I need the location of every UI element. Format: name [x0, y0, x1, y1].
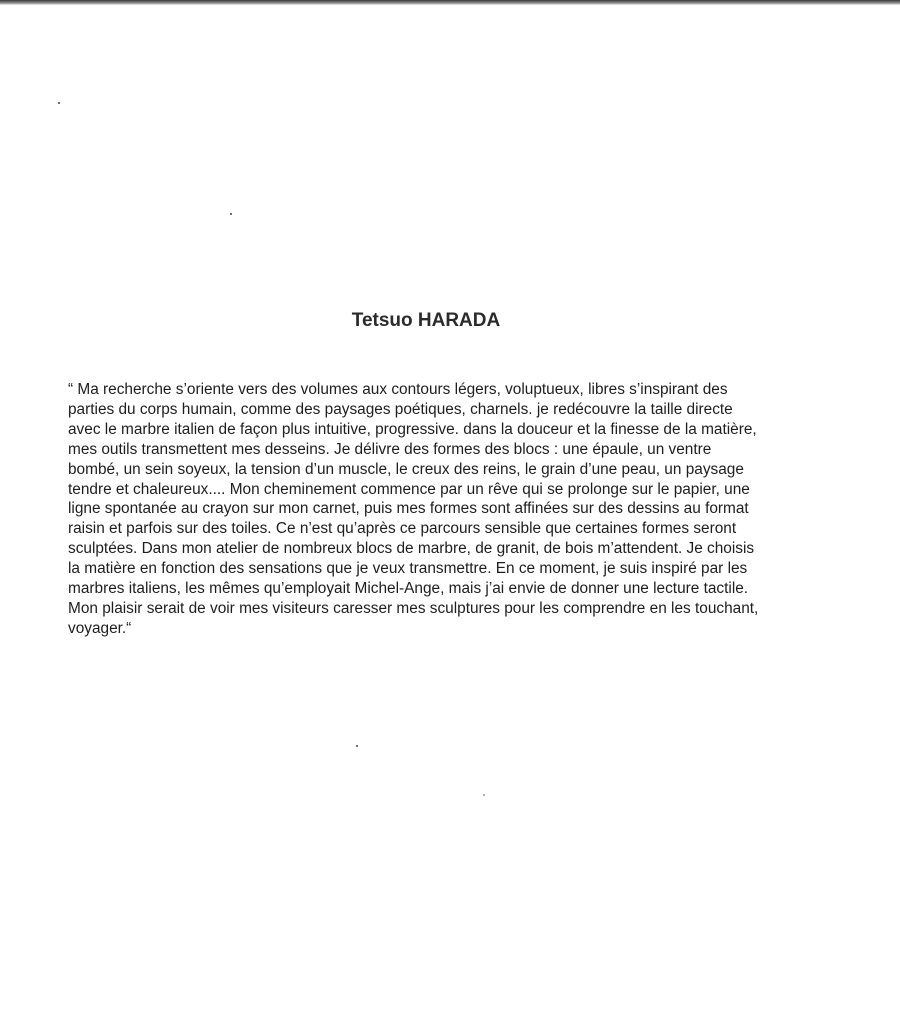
- scan-speck: [230, 213, 232, 215]
- scan-speck: [356, 745, 358, 747]
- quote-line: voyager.“: [68, 619, 132, 637]
- quote-line: Mon plaisir serait de voir mes visiteurs caresser mes sculptures pour les comprendre en les touchant,: [68, 599, 759, 617]
- quote-line: avec le marbre italien de façon plus intuitive, progressive. dans la douceur et la finesse de la matière,: [68, 420, 757, 438]
- quote-line: ligne spontanée au crayon sur mon carnet, puis mes formes sont affinées sur des dessins au format: [68, 500, 749, 518]
- scan-top-edge: [0, 0, 900, 5]
- quote-line: bombé, un sein soyeux, la tension d’un muscle, le creux des reins, le grain d’une peau, un paysage: [68, 460, 744, 478]
- quote-line: sculptées. Dans mon atelier de nombreux blocs de marbre, de granit, de bois m’attendent. Je choisis: [68, 540, 755, 558]
- quote-line: parties du corps humain, comme des paysages poétiques, charnels. je redécouvre la taille directe: [68, 400, 733, 418]
- quote-line: la matière en fonction des sensations que je veux transmettre. En ce moment, je suis inspiré par les: [68, 560, 748, 578]
- quote-line: “ Ma recherche s’oriente vers des volumes aux contours légers, voluptueux, libres s’inspirant des: [68, 381, 728, 398]
- scan-speck: [483, 794, 485, 796]
- quote-line: raisin et parfois sur des toiles. Ce n’est qu’après ce parcours sensible que certaines formes seront: [68, 520, 737, 538]
- artist-quote: [68, 380, 796, 639]
- scan-speck: [58, 102, 60, 104]
- page-title: Tetsuo HARADA: [351, 310, 501, 331]
- quote-line: tendre et chaleureux.... Mon cheminement commence par un rêve qui se prolonge sur le papier, une: [68, 480, 750, 498]
- quote-line: mes outils transmettent mes desseins. Je délivre des formes des blocs : une épaule, un ventre: [68, 440, 712, 458]
- quote-line: marbres italiens, les mêmes qu’employait Michel-Ange, mais j’ai envie de donner une lecture tactile.: [68, 580, 749, 598]
